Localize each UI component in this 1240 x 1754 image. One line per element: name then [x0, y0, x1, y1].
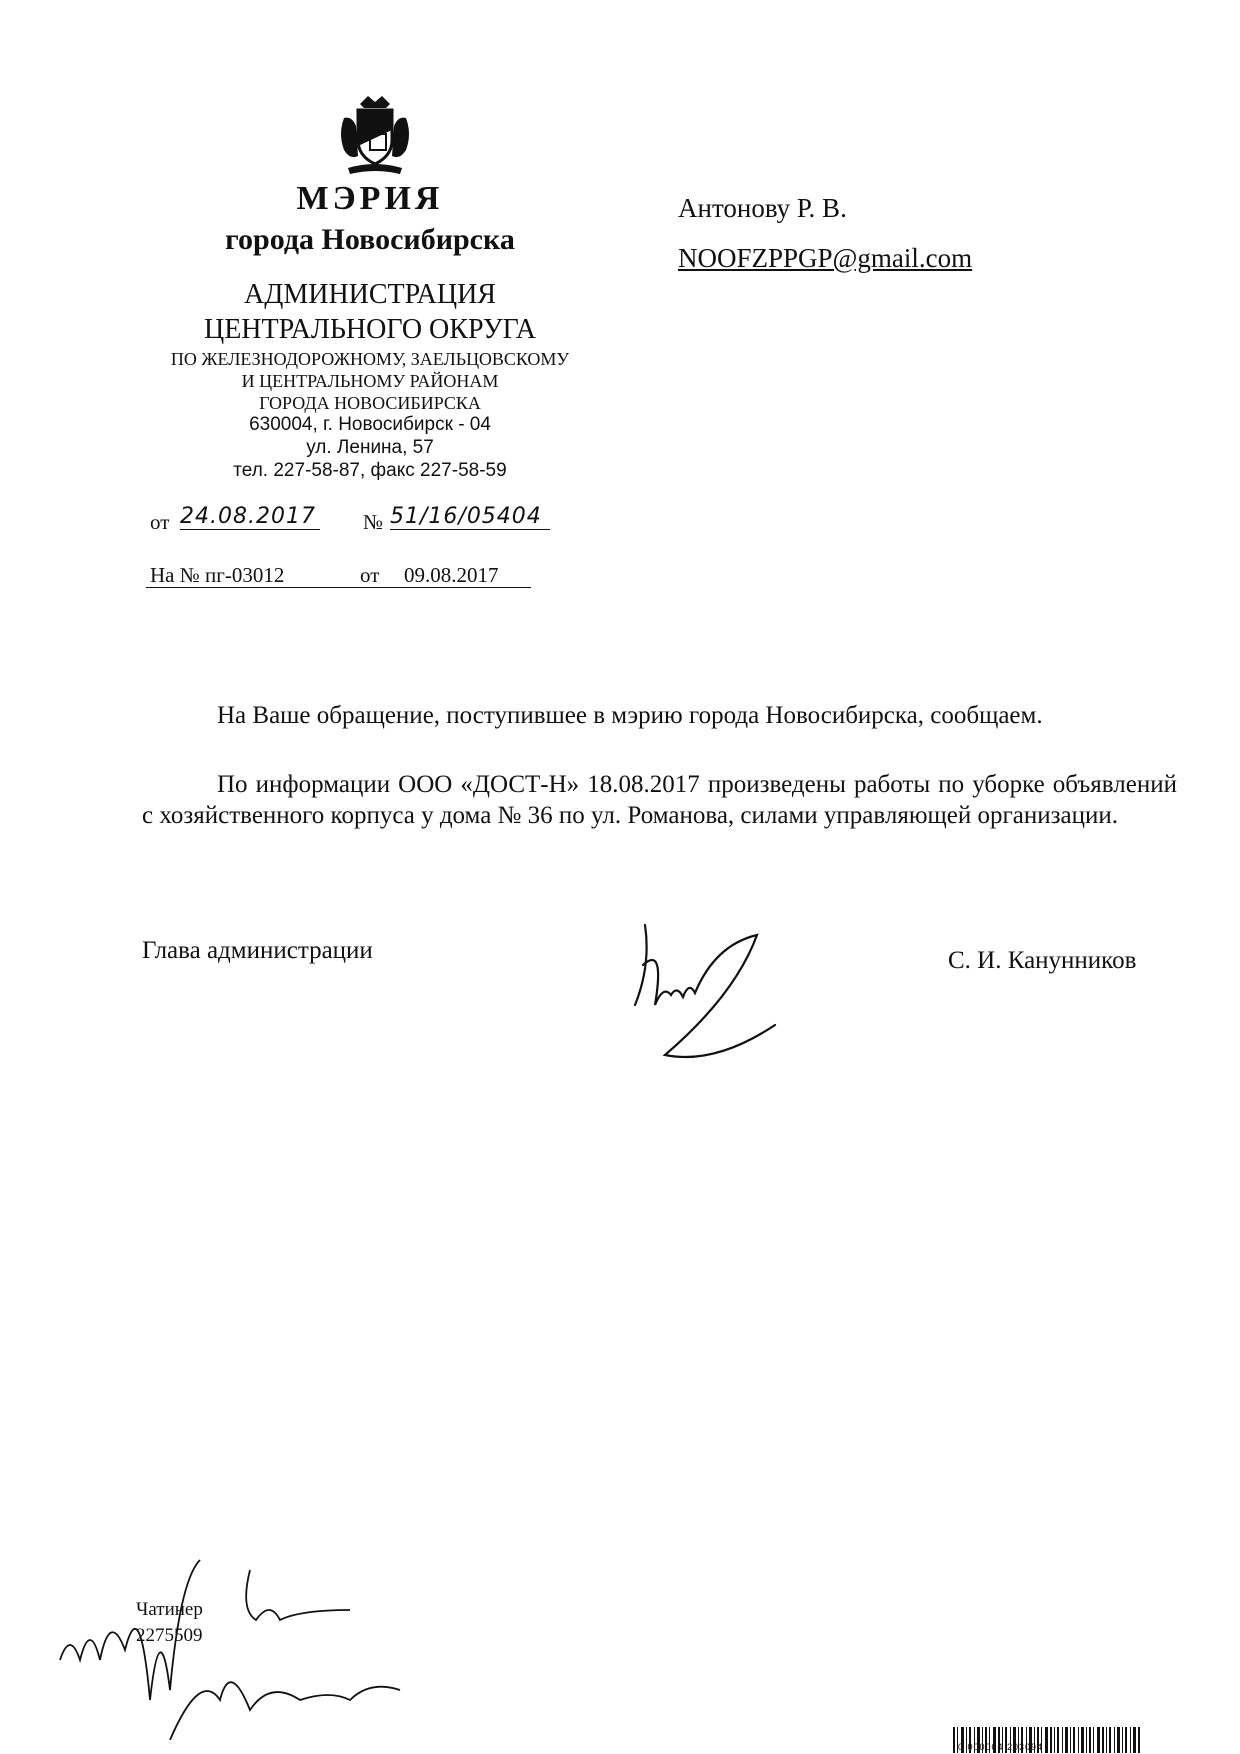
reply-date: 09.08.2017	[404, 563, 499, 587]
executor-phone: 2275509	[136, 1625, 203, 1646]
recipient-email[interactable]: NOOFZPPGP@gmail.com	[678, 243, 973, 273]
body-paragraph: На Ваше обращение, поступившее в мэрию города Новосибирска, сообщаем.	[217, 702, 1043, 729]
date-label: от	[150, 510, 170, 534]
executor-name: Чатинер	[136, 1599, 203, 1620]
street-address: ул. Ленина, 57	[306, 437, 434, 458]
barcode-number: 0 000004 203094	[958, 1742, 1044, 1752]
reply-to-number: На № пг-03012	[150, 563, 285, 587]
signatory-name: С. И. Канунников	[948, 947, 1137, 974]
city-title: города Новосибирска	[225, 223, 515, 256]
central-district-title: ЦЕНТРАЛЬНОГО ОКРУГА	[203, 314, 537, 345]
handwritten-signature-icon	[625, 905, 785, 1080]
administration-title: АДМИНИСТРАЦИЯ	[244, 279, 496, 310]
postal-address: 630004, г. Новосибирск - 04	[249, 414, 491, 435]
executor-block	[136, 1597, 203, 1649]
districts-line: ГОРОДА НОВОСИБИРСКА	[259, 393, 481, 413]
mayoralty-title: МЭРИЯ	[296, 180, 444, 217]
coat-of-arms-icon	[330, 90, 420, 180]
number-label: №	[363, 510, 384, 534]
reply-from-label: от	[360, 563, 380, 587]
signatory-position: Глава администрации	[142, 937, 373, 964]
approval-signatures-icon	[50, 1550, 450, 1740]
districts-line: И ЦЕНТРАЛЬНОМУ РАЙОНАМ	[241, 371, 499, 391]
reply-to-row	[146, 563, 531, 588]
recipient-name: Антонову Р. В.	[678, 193, 847, 223]
body-paragraph: По информации ООО «ДОСТ-Н» 18.08.2017 произведены работы по уборке объявлений с хозяйственного корпуса у дома № 36 по ул. Романова, силами управляющей организации.	[142, 771, 1177, 829]
phone-fax: тел. 227-58-87, факс 227-58-59	[233, 460, 507, 481]
districts-line: ПО ЖЕЛЕЗНОДОРОЖНОМУ, ЗАЕЛЬЦОВСКОМУ	[170, 349, 570, 369]
registration-date: 24.08.2017	[180, 504, 320, 530]
registration-number: 51/16/05404	[390, 504, 550, 530]
